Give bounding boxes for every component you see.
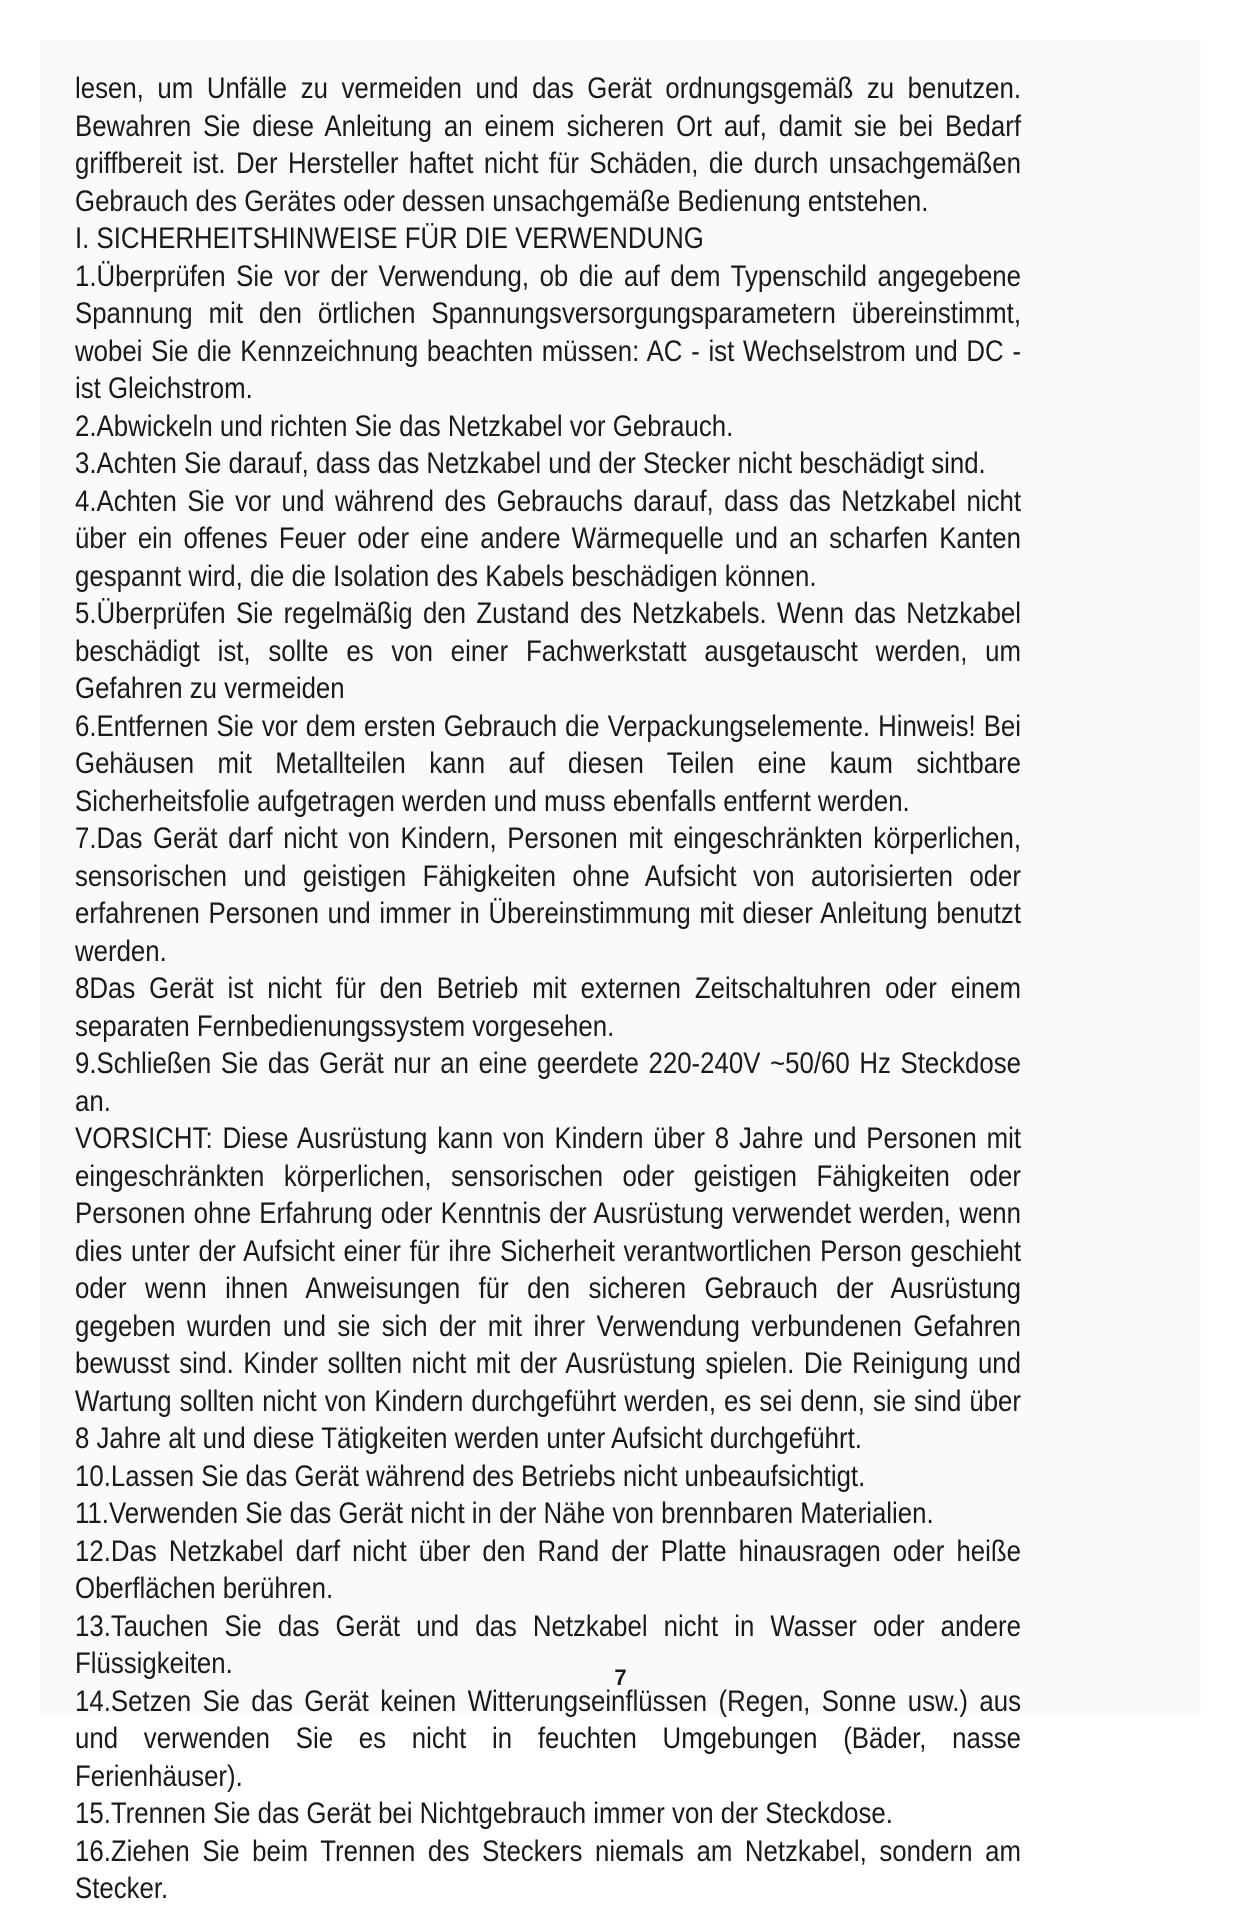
instruction-4: 4.Achten Sie vor und während des Gebrauchs darauf, dass das Netzkabel nicht über ein offenes Feuer oder eine andere Wärmequelle und an scharfen Kanten gespannt wird, die die Isolation des Kabels beschädigen können. [75,484,1021,593]
instruction-16: 16.Ziehen Sie beim Trennen des Steckers niemals am Netzkabel, sondern am Stecker. [75,1834,1021,1905]
document-page [40,40,1201,1905]
instruction-6: 6.Entfernen Sie vor dem ersten Gebrauch die Verpackungselemente. Hinweis! Bei Gehäusen mit Metallteilen kann auf diesen Teilen eine kaum sichtbare Sicherheitsfolie aufgetragen werden und muss ebenfalls entfernt werden. [75,709,1021,818]
caution-paragraph: VORSICHT: Diese Ausrüstung kann von Kindern über 8 Jahre und Personen mit eingeschränkten körperlichen, sensorischen oder geistigen Fähigkeiten oder Personen ohne Erfahrung oder Kenntnis der Ausrüstung verwendet werden, wenn dies unter der Aufsicht einer für ihre Sicherheit verantwortlichen Person geschieht oder wenn ihnen Anweisungen für den sicheren Gebrauch der Ausrüstung gegeben wurden und sie sich der mit ihrer Verwendung verbundenen Gefahren bewusst sind. Kinder sollten nicht mit der Ausrüstung spielen. Die Reinigung und Wartung sollten nicht von Kindern durchgeführt werden, es sei denn, sie sind über 8 Jahre alt und diese Tätigkeiten werden unter Aufsicht durchgeführt. [75,1122,1021,1455]
section-heading: I. SICHERHEITSHINWEISE FÜR DIE VERWENDUNG [75,222,704,255]
instruction-8: 8Das Gerät ist nicht für den Betrieb mit externen Zeitschaltuhren oder einem separaten Fernbedienungssystem vorgesehen. [75,972,1021,1043]
instruction-1: 1.Überprüfen Sie vor der Verwendung, ob die auf dem Typenschild angegebene Spannung mit den örtlichen Spannungsversorgungsparametern übereinstimmt, wobei Sie die Kennzeichnung beachten müssen: AC - ist Wechselstrom und DC - ist Gleichstrom. [75,259,1021,405]
instruction-15: 15.Trennen Sie das Gerät bei Nichtgebrauch immer von der Steckdose. [75,1797,893,1830]
intro-paragraph: lesen, um Unfälle zu vermeiden und das Gerät ordnungsgemäß zu benutzen. Bewahren Sie diese Anleitung an einem sicheren Ort auf, damit sie bei Bedarf griffbereit ist. Der Hersteller haftet nicht für Schäden, die durch unsachgemäßen Gebrauch des Gerätes oder dessen unsachgemäße Bedienung entstehen. [75,72,1021,218]
instruction-7: 7.Das Gerät darf nicht von Kindern, Personen mit eingeschränkten körperlichen, sensorischen und geistigen Fähigkeiten ohne Aufsicht von autorisierten oder erfahrenen Personen und immer in Übereinstimmung mit dieser Anleitung benutzt werden. [75,822,1021,968]
instruction-2: 2.Abwickeln und richten Sie das Netzkabel vor Gebrauch. [75,409,734,443]
instruction-10: 10.Lassen Sie das Gerät während des Betriebs nicht unbeaufsichtigt. [75,1459,866,1493]
instruction-12: 12.Das Netzkabel darf nicht über den Rand der Platte hinausragen oder heiße Oberflächen berühren. [75,1534,1021,1605]
instruction-3: 3.Achten Sie darauf, dass das Netzkabel und der Stecker nicht beschädigt sind. [75,447,986,480]
instruction-5: 5.Überprüfen Sie regelmäßig den Zustand des Netzkabels. Wenn das Netzkabel beschädigt ist, sollte es von einer Fachwerkstatt ausgetauscht werden, um Gefahren zu vermeiden [75,597,1021,705]
document-body [75,70,1021,1908]
instruction-13: 13.Tauchen Sie das Gerät und das Netzkabel nicht in Wasser oder andere Flüssigkeiten. [75,1609,1021,1680]
instruction-11: 11.Verwenden Sie das Gerät nicht in der Nähe von brennbaren Materialien. [75,1497,934,1530]
instruction-9: 9.Schließen Sie das Gerät nur an eine geerdete 220-240V ~50/60 Hz Steckdose an. [75,1047,1021,1118]
page-number: 7 [614,1665,627,1690]
instruction-14: 14.Setzen Sie das Gerät keinen Witterungseinflüssen (Regen, Sonne usw.) aus und verwenden Sie es nicht in feuchten Umgebungen (Bäder, nasse Ferienhäuser). [75,1684,1021,1793]
